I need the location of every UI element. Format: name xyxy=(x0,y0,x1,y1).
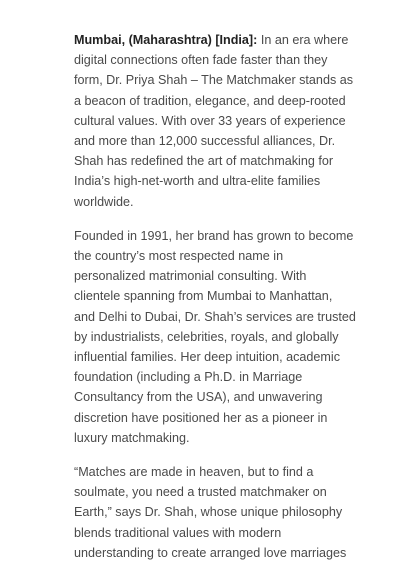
paragraph-text: Founded in 1991, her brand has grown to become the country’s most respected name in personalized matrimonial consulting. With clientele spanning from Mumbai to Manhattan, and Delhi to Dubai, Dr. Shah’s services are trusted by industrialists, celebrities, royals, and globally influential families. Her deep intuition, academic foundation (including a Ph.D. in Marriage Consultancy from the USA), and unwavering discretion have positioned her as a pioneer in luxury matchmaking. xyxy=(74,228,356,445)
dateline: Mumbai, (Maharashtra) [India]: xyxy=(74,33,258,47)
paragraph-text: In an era where digital connections often fade faster than they form, Dr. Priya Shah – The Matchmaker stands as a beacon of tradition, elegance, and deep-rooted cultural values. With over 33 years of experience and more than 12,000 successful alliances, Dr. Shah has redefined the art of matchmaking for India’s high-net-worth and ultra-elite families worldwide. xyxy=(74,33,354,209)
article-paragraph-quote xyxy=(74,462,356,563)
article-body xyxy=(74,30,356,577)
article-paragraph xyxy=(74,30,356,212)
paragraph-text: “Matches are made in heaven, but to find a soulmate, you need a trusted matchmaker on Earth,” says Dr. Shah, whose unique philosophy blends traditional values with modern understanding to create arranged love marriages xyxy=(74,465,347,560)
article-paragraph xyxy=(74,226,356,448)
